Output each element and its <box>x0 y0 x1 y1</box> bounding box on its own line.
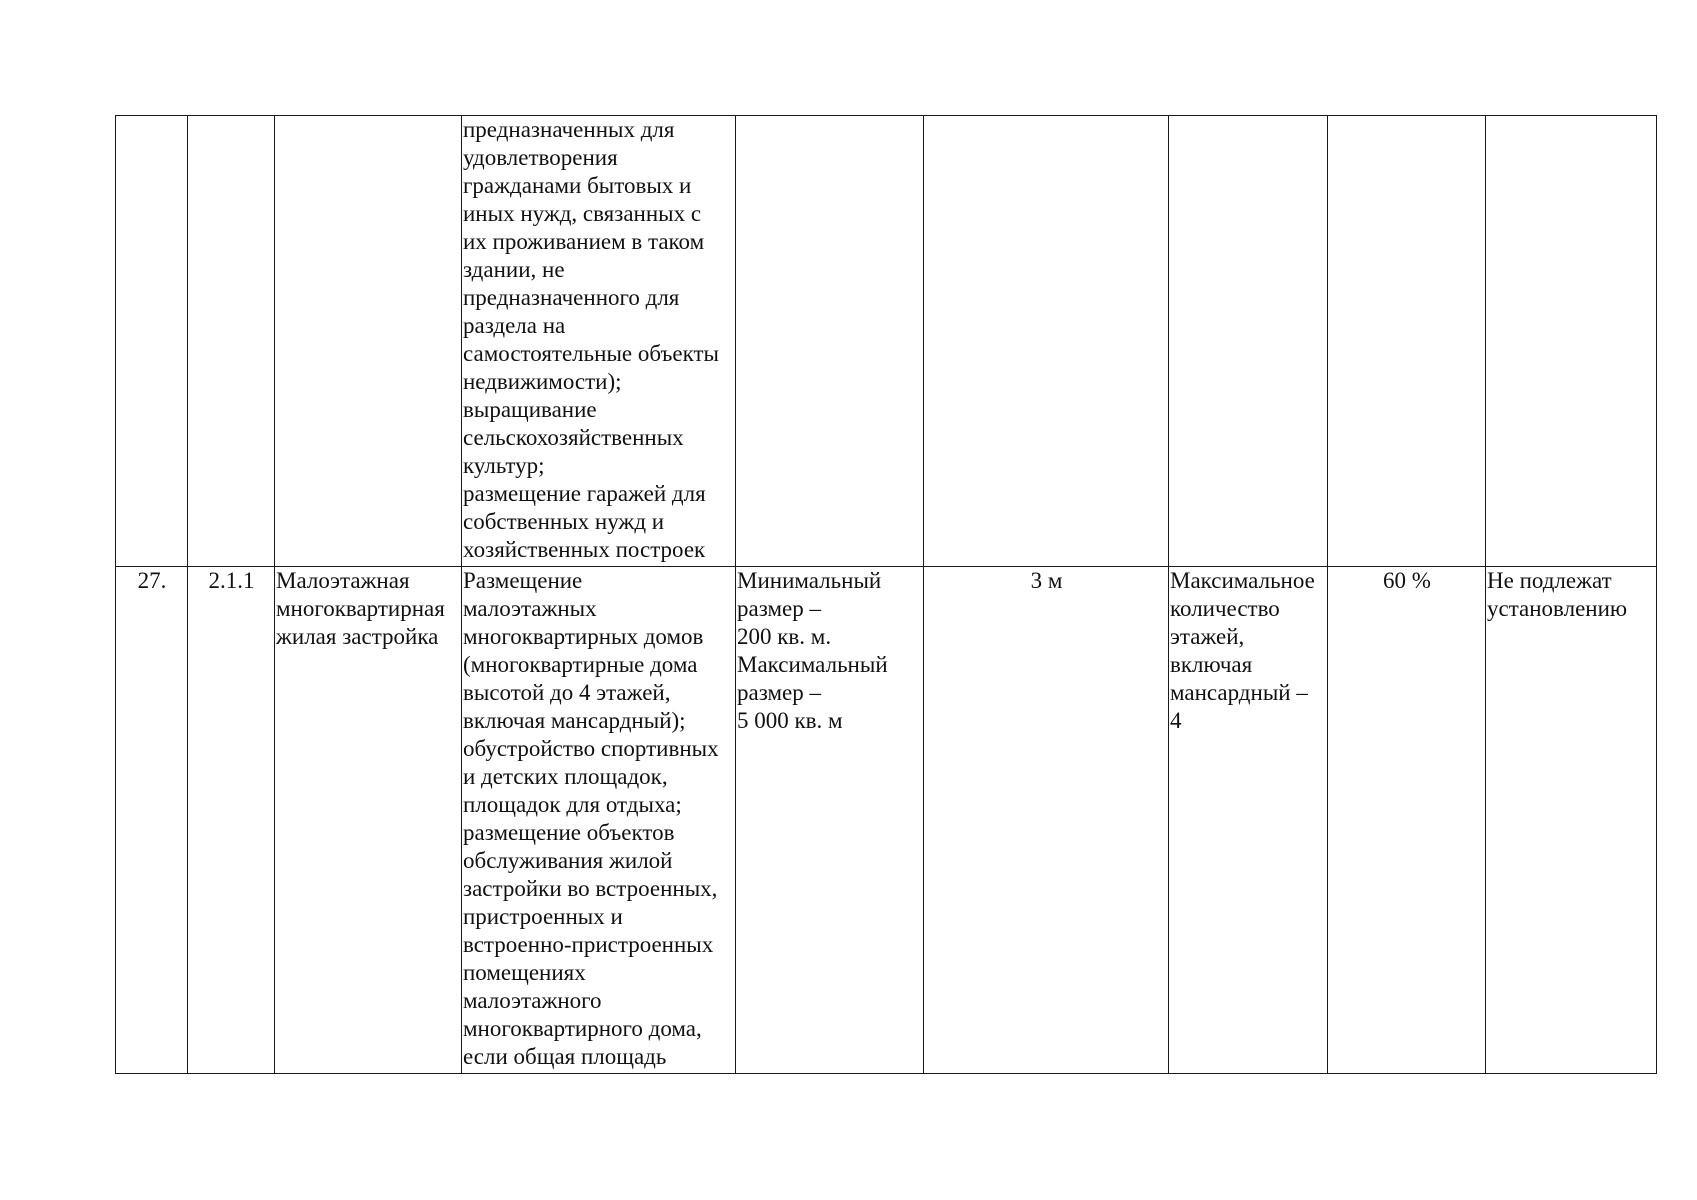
plot-size-cell <box>736 116 924 567</box>
other-params-cell: Не подлежат установлению <box>1486 567 1657 1074</box>
zoning-regulations-table <box>115 115 1657 1074</box>
row-number-cell <box>116 116 188 567</box>
coverage-cell: 60 % <box>1328 567 1486 1074</box>
table-row <box>116 116 1657 567</box>
floors-cell: Максимальное количество этажей, включая мансардный – 4 <box>1169 567 1328 1074</box>
use-name-cell: Малоэтажная многоквартирная жилая застройка <box>275 567 462 1074</box>
use-code-cell <box>188 116 275 567</box>
use-name-cell <box>275 116 462 567</box>
plot-size-cell: Минимальный размер – 200 кв. м. Максимальный размер – 5 000 кв. м <box>736 567 924 1074</box>
table-row <box>116 567 1657 1074</box>
use-description-cell: Размещение малоэтажных многоквартирных домов (многоквартирные дома высотой до 4 этажей, включая мансардный); обустройство спортивных и детских площадок, площадок для отдыха; размещение объектов обслуживания жилой застройки во встроенных, пристроенных и встроенно-пристроенных помещениях малоэтажного многоквартирного дома, если общая площадь <box>462 567 736 1074</box>
use-code-cell: 2.1.1 <box>188 567 275 1074</box>
other-params-cell <box>1486 116 1657 567</box>
setback-cell <box>924 116 1169 567</box>
coverage-cell <box>1328 116 1486 567</box>
row-number-cell: 27. <box>116 567 188 1074</box>
use-description-cell: предназначенных для удовлетворения гражданами бытовых и иных нужд, связанных с их проживанием в таком здании, не предназначенного для раздела на самостоятельные объекты недвижимости); выращивание сельскохозяйственных культур; размещение гаражей для собственных нужд и хозяйственных построек <box>462 116 736 567</box>
floors-cell <box>1169 116 1328 567</box>
setback-cell: 3 м <box>924 567 1169 1074</box>
